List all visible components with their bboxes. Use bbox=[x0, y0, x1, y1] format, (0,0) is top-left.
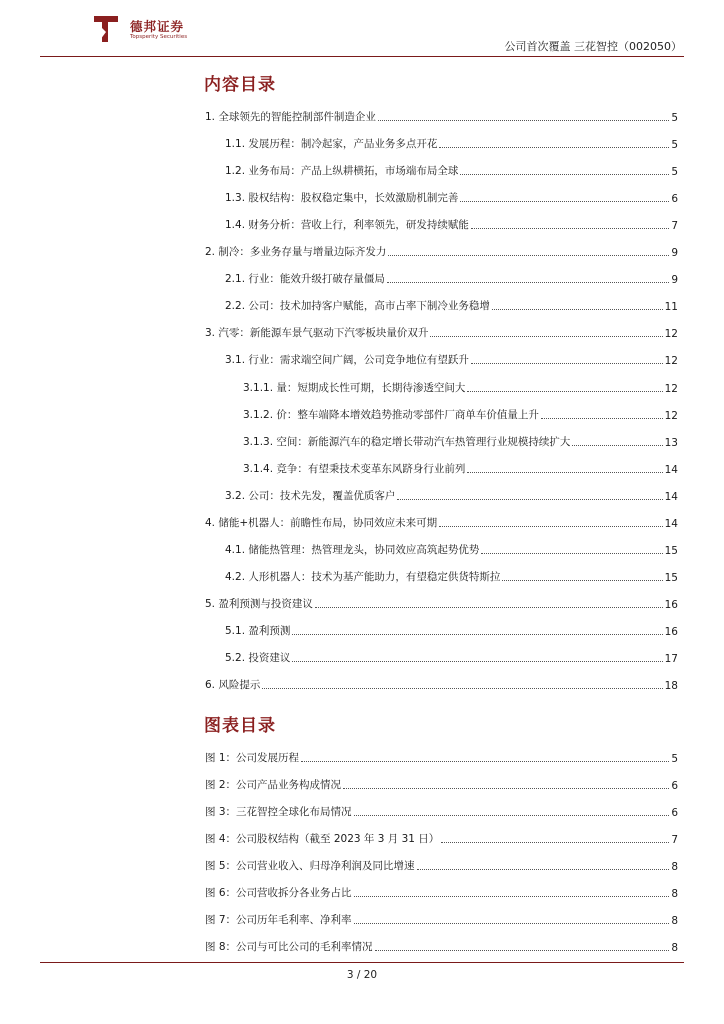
dot-leader bbox=[388, 255, 669, 256]
report-header-title: 公司首次覆盖 三花智控（002050） bbox=[504, 40, 682, 53]
entry-label: 1.3. 股权结构：股权稳定集中，长效激励机制完善 bbox=[225, 192, 459, 205]
toc-entry[interactable] bbox=[225, 135, 678, 151]
entry-label: 图 6：公司营收拆分各业务占比 bbox=[205, 887, 352, 899]
dot-leader bbox=[378, 120, 669, 121]
toc-entry[interactable] bbox=[225, 162, 678, 178]
dot-leader bbox=[354, 896, 670, 897]
entry-label: 3. 汽零：新能源车景气驱动下汽零板块量价双升 bbox=[205, 327, 429, 340]
dot-leader bbox=[375, 950, 670, 951]
entry-label: 5.2. 投资建议 bbox=[225, 652, 291, 664]
entry-label: 图 4：公司股权结构（截至 2023 年 3 月 31 日） bbox=[205, 833, 440, 845]
entry-page-number: 8 bbox=[671, 942, 678, 954]
entry-page-number: 5 bbox=[671, 753, 678, 765]
entry-label: 3.2. 公司：技术先发，覆盖优质客户 bbox=[225, 489, 396, 502]
entry-label: 3.1.3. 空间：新能源汽车的稳定增长带动汽车热管理行业规模持续扩大 bbox=[243, 435, 571, 448]
dot-leader bbox=[471, 363, 663, 364]
logo-icon bbox=[92, 14, 120, 44]
toc-entry[interactable] bbox=[205, 108, 678, 124]
entry-label: 4.2. 人形机器人：技术为基产能助力，有望稳定供货特斯拉 bbox=[225, 570, 501, 583]
toc-entry[interactable] bbox=[225, 649, 678, 665]
entry-label: 5.1. 盈利预测 bbox=[225, 624, 291, 637]
entry-label: 4. 储能+机器人：前瞻性布局，协同效应未来可期 bbox=[205, 516, 438, 529]
entry-label: 3.1.4. 竞争：有望秉技术变革东风跻身行业前列 bbox=[243, 462, 466, 475]
dot-leader bbox=[292, 634, 662, 635]
toc-entry[interactable] bbox=[205, 514, 678, 530]
dot-leader bbox=[354, 923, 670, 924]
dot-leader bbox=[315, 607, 663, 608]
toc-entry[interactable] bbox=[243, 433, 678, 449]
figure-entry[interactable] bbox=[205, 911, 678, 927]
figures-title: 图表目录 bbox=[204, 716, 276, 736]
entry-page-number: 11 bbox=[664, 301, 678, 314]
entry-label: 4.1. 储能热管理：热管理龙头，协同效应高筑起势优势 bbox=[225, 543, 480, 556]
entry-label: 1.1. 发展历程：制冷起家，产品业务多点开花 bbox=[225, 138, 438, 151]
entry-page-number: 8 bbox=[671, 915, 678, 927]
entry-page-number: 15 bbox=[664, 571, 678, 584]
entry-page-number: 7 bbox=[671, 834, 678, 846]
entry-page-number: 9 bbox=[671, 274, 678, 287]
dot-leader bbox=[397, 499, 662, 500]
dot-leader bbox=[301, 761, 669, 762]
dot-leader bbox=[541, 418, 663, 419]
entry-page-number: 12 bbox=[664, 382, 678, 395]
toc-entry[interactable] bbox=[225, 568, 678, 584]
toc-entry[interactable] bbox=[243, 460, 678, 476]
toc-entry[interactable] bbox=[205, 243, 678, 259]
dot-leader bbox=[481, 553, 662, 554]
figure-entry[interactable] bbox=[205, 938, 678, 954]
entry-label: 3.1.2. 价：整车端降本增效趋势推动零部件厂商单车价值量上升 bbox=[243, 408, 539, 421]
entry-page-number: 12 bbox=[664, 355, 678, 368]
figure-entry[interactable] bbox=[205, 749, 678, 765]
figure-entry[interactable] bbox=[205, 803, 678, 819]
dot-leader bbox=[343, 788, 669, 789]
entry-label: 图 7：公司历年毛利率、净利率 bbox=[205, 914, 352, 926]
figure-entry[interactable] bbox=[205, 857, 678, 873]
dot-leader bbox=[417, 869, 670, 870]
toc-entry[interactable] bbox=[243, 406, 678, 422]
toc-entry[interactable] bbox=[225, 189, 678, 205]
logo-text-en: Topsperity Securities bbox=[130, 34, 188, 40]
toc-entry[interactable] bbox=[243, 379, 678, 395]
entry-page-number: 5 bbox=[671, 166, 678, 179]
entry-label: 图 1：公司发展历程 bbox=[205, 752, 300, 764]
entry-label: 图 8：公司与可比公司的毛利率情况 bbox=[205, 941, 373, 953]
entry-page-number: 16 bbox=[664, 625, 678, 638]
entry-label: 5. 盈利预测与投资建议 bbox=[205, 597, 313, 610]
entry-label: 3.1. 行业：需求端空间广阔，公司竞争地位有望跃升 bbox=[225, 354, 469, 367]
entry-page-number: 5 bbox=[671, 139, 678, 152]
entry-page-number: 14 bbox=[664, 490, 678, 503]
entry-label: 图 3：三花智控全球化布局情况 bbox=[205, 806, 352, 818]
toc-entry[interactable] bbox=[225, 622, 678, 638]
dot-leader bbox=[467, 472, 662, 473]
entry-page-number: 9 bbox=[671, 247, 678, 260]
entry-label: 1.4. 财务分析：营收上行，利率领先，研发持续赋能 bbox=[225, 219, 469, 232]
brand-logo bbox=[92, 14, 202, 46]
entry-label: 图 5：公司营业收入、归母净利润及同比增速 bbox=[205, 860, 415, 872]
figure-entry[interactable] bbox=[205, 830, 678, 846]
footer-divider bbox=[40, 962, 684, 963]
entry-label: 3.1.1. 量：短期成长性可期，长期待渗透空间大 bbox=[243, 381, 466, 394]
entry-label: 1. 全球领先的智能控制部件制造企业 bbox=[205, 111, 376, 123]
entry-page-number: 12 bbox=[664, 328, 678, 341]
toc-entry[interactable] bbox=[225, 351, 678, 367]
dot-leader bbox=[292, 661, 662, 662]
entry-page-number: 16 bbox=[664, 598, 678, 611]
entry-label: 2. 制冷：多业务存量与增量边际齐发力 bbox=[205, 246, 387, 259]
toc-entry[interactable] bbox=[225, 487, 678, 503]
dot-leader bbox=[492, 309, 663, 310]
dot-leader bbox=[502, 580, 662, 581]
dot-leader bbox=[467, 391, 662, 392]
dot-leader bbox=[387, 282, 669, 283]
entry-label: 图 2：公司产品业务构成情况 bbox=[205, 779, 342, 791]
toc-entry[interactable] bbox=[225, 297, 678, 313]
entry-label: 1.2. 业务布局：产品上纵耕横拓，市场端布局全球 bbox=[225, 165, 459, 178]
entry-page-number: 12 bbox=[664, 409, 678, 422]
dot-leader bbox=[572, 445, 662, 446]
entry-page-number: 5 bbox=[671, 112, 678, 124]
toc-entry[interactable] bbox=[225, 270, 678, 286]
entry-page-number: 7 bbox=[671, 220, 678, 233]
header-divider bbox=[40, 56, 684, 57]
entry-page-number: 17 bbox=[664, 653, 678, 665]
dot-leader bbox=[262, 688, 662, 689]
entry-page-number: 6 bbox=[671, 780, 678, 792]
page-number: 3 / 20 bbox=[346, 969, 378, 981]
toc-entry[interactable] bbox=[225, 216, 678, 232]
entry-page-number: 18 bbox=[664, 680, 678, 693]
toc-entry[interactable] bbox=[205, 324, 678, 340]
entry-page-number: 6 bbox=[671, 807, 678, 819]
dot-leader bbox=[471, 228, 669, 229]
dot-leader bbox=[354, 815, 670, 816]
entry-label: 2.2. 公司：技术加持客户赋能，高市占率下制冷业务稳增 bbox=[225, 300, 490, 313]
entry-page-number: 14 bbox=[664, 463, 678, 476]
entry-label: 2.1. 行业：能效升级打破存量僵局 bbox=[225, 273, 385, 286]
entry-label: 6. 风险提示 bbox=[205, 679, 261, 692]
toc-title: 内容目录 bbox=[204, 75, 276, 95]
dot-leader bbox=[441, 842, 669, 843]
entry-page-number: 14 bbox=[664, 517, 678, 530]
dot-leader bbox=[460, 174, 669, 175]
entry-page-number: 15 bbox=[664, 544, 678, 557]
toc-entry[interactable] bbox=[205, 676, 678, 692]
toc-entry[interactable] bbox=[225, 541, 678, 557]
logo-text-cn: 德邦证券 bbox=[130, 19, 185, 34]
toc-entry[interactable] bbox=[205, 595, 678, 611]
page-header bbox=[0, 0, 724, 60]
entry-page-number: 6 bbox=[671, 193, 678, 206]
dot-leader bbox=[439, 147, 669, 148]
figure-entry[interactable] bbox=[205, 776, 678, 792]
dot-leader bbox=[439, 526, 662, 527]
entry-page-number: 8 bbox=[671, 861, 678, 873]
figure-entry[interactable] bbox=[205, 884, 678, 900]
dot-leader bbox=[430, 336, 662, 337]
dot-leader bbox=[460, 201, 669, 202]
entry-page-number: 8 bbox=[671, 888, 678, 900]
entry-page-number: 13 bbox=[664, 436, 678, 449]
